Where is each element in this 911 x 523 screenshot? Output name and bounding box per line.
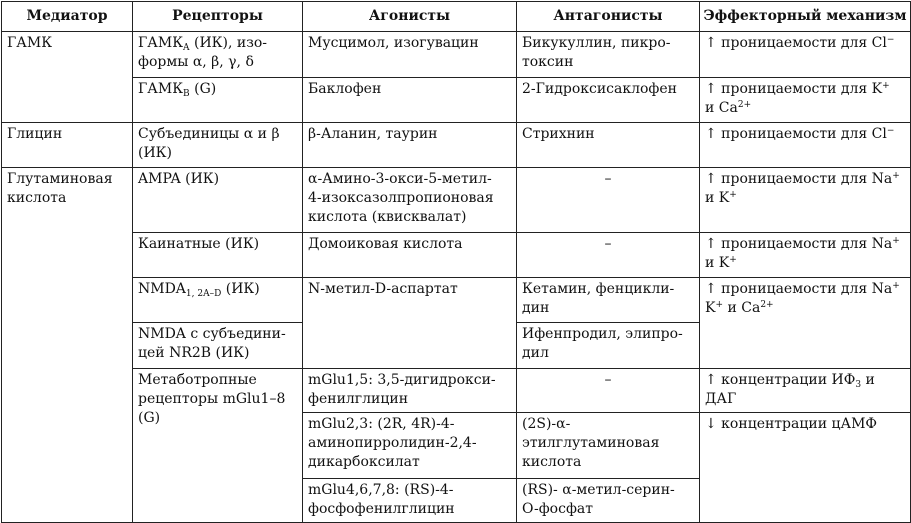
antagonist-cell: Стрихнин: [517, 123, 700, 168]
header-mediator: Медиатор: [2, 2, 133, 32]
antagonist-cell: –: [517, 233, 700, 278]
effect-cell: ↑ проницаемости для Cl−: [700, 123, 911, 168]
agonist-cell: α-Амино-3-окси-5-метил- 4-изоксазолпропионовая кислота (квисквалат): [303, 168, 517, 233]
table-row: [2, 233, 911, 278]
mediator-receptor-table: [1, 1, 911, 523]
antagonist-cell: Кетамин, фенцикли- дин: [517, 278, 700, 323]
agonist-cell: β-Аланин, таурин: [303, 123, 517, 168]
effect-cell: ↑ проницаемости для K+ и $Ca^{2+}$: [700, 78, 911, 123]
effect-cell: ↑ проницаемости для Na+ и K+: [700, 233, 911, 278]
mediator-cell: Глицин: [2, 123, 133, 168]
table-row: [2, 369, 911, 413]
table-row: [2, 32, 911, 78]
receptor-cell: NMDA с субъедини- цей NR2B (ИК): [133, 323, 303, 369]
header-agonists: Агонисты: [303, 2, 517, 32]
receptor-cell: $NMDA_{1, 2A-D}$ (ИК): [133, 278, 303, 323]
table-row: [2, 123, 911, 168]
antagonist-cell: –: [517, 168, 700, 233]
antagonist-cell: Ифенпродил, элипро- дил: [517, 323, 700, 369]
effect-cell: ↓ концентрации цАМФ: [700, 413, 911, 523]
agonist-cell: Мусцимол, изогувацин: [303, 32, 517, 78]
receptor-cell: Субъединицы α и β (ИК): [133, 123, 303, 168]
agonist-cell: Домоиковая кислота: [303, 233, 517, 278]
receptor-cell: Каинатные (ИК): [133, 233, 303, 278]
receptor-cell: Метаботропные рецепторы mGlu1–8 (G): [133, 369, 303, 523]
antagonist-cell: 2-Гидроксисаклофен: [517, 78, 700, 123]
effect-cell: ↑ проницаемости для Na+ и K+: [700, 168, 911, 233]
agonist-cell: mGlu4,6,7,8: (RS)-4- фосфофенилглицин: [303, 479, 517, 523]
antagonist-cell: (2S)-α- этилглутаминовая кислота: [517, 413, 700, 479]
receptor-cell: $ГАМК_A$ (ИК), изо- формы α, β, γ, δ: [133, 32, 303, 78]
effect-cell: ↑ проницаемости для Na+ K+ и $Ca^{2+}$: [700, 278, 911, 369]
effect-cell: ↑ концентрации $ИФ_3$ и ДАГ: [700, 369, 911, 413]
agonist-cell: mGlu2,3: (2R, 4R)-4- аминопирролидин-2,4- дикарбоксилат: [303, 413, 517, 479]
mediator-cell: Глутаминовая кислота: [2, 168, 133, 523]
antagonist-cell: –: [517, 369, 700, 413]
header-effector-mechanism: Эффекторный механизм: [700, 2, 911, 32]
header-antagonists: Антагонисты: [517, 2, 700, 32]
table-row: [2, 278, 911, 323]
agonist-cell: N-метил-D-аспартат: [303, 278, 517, 369]
header-receptors: Рецепторы: [133, 2, 303, 32]
antagonist-cell: Бикукуллин, пикро- токсин: [517, 32, 700, 78]
agonist-cell: Баклофен: [303, 78, 517, 123]
antagonist-cell: (RS)- α-метил-серин- O-фосфат: [517, 479, 700, 523]
effect-cell: ↑ проницаемости для Cl−: [700, 32, 911, 78]
table-row: [2, 168, 911, 233]
mediator-cell: ГАМК: [2, 32, 133, 123]
agonist-cell: mGlu1,5: 3,5-дигидрокси- фенилглицин: [303, 369, 517, 413]
header-row: [2, 2, 911, 32]
receptor-cell: $ГАМК_B$ (G): [133, 78, 303, 123]
table-row: [2, 78, 911, 123]
receptor-cell: AMPA (ИК): [133, 168, 303, 233]
